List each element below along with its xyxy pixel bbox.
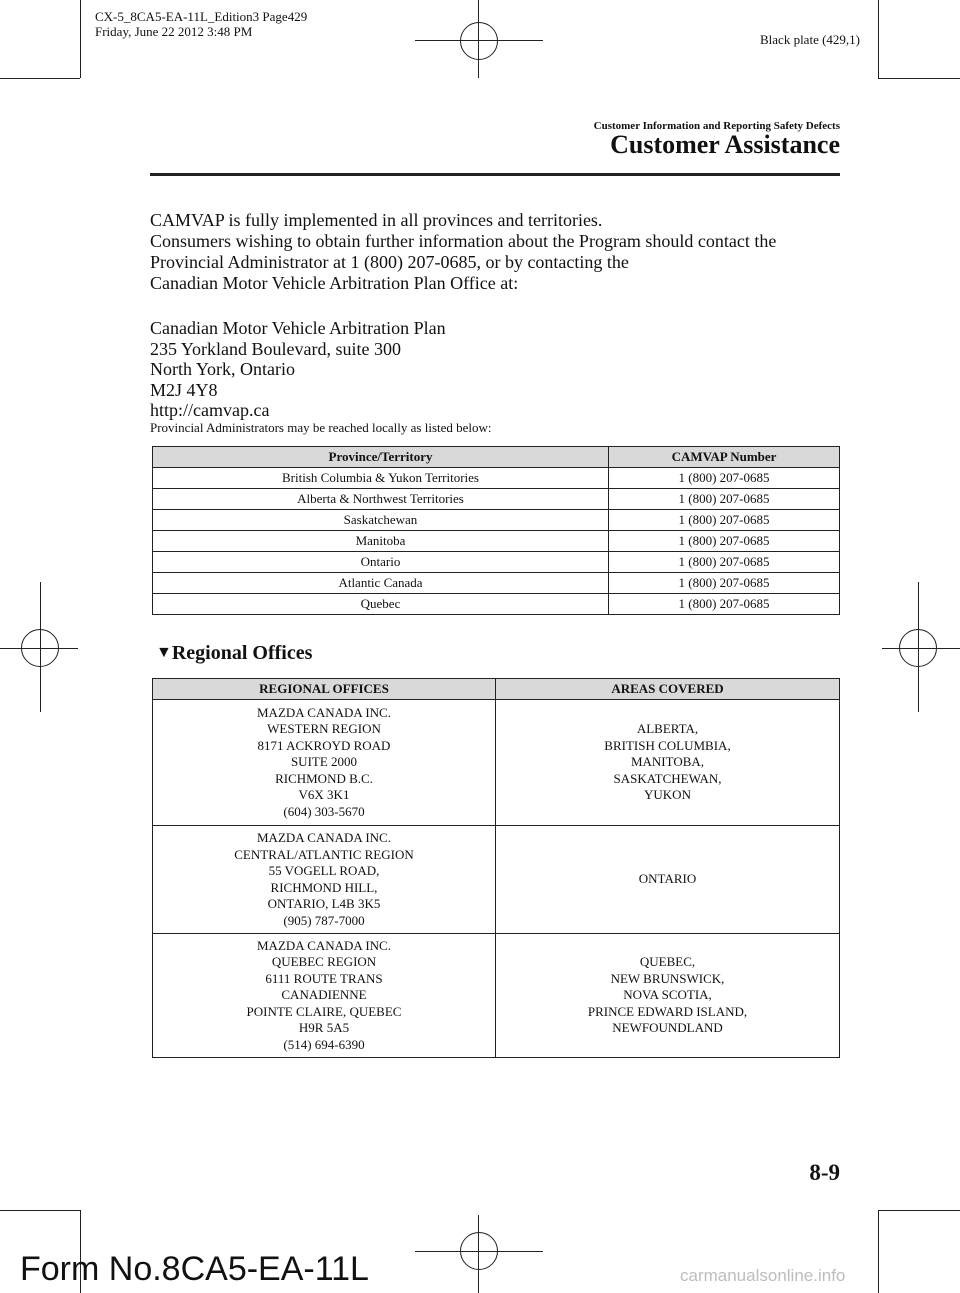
office-line: (514) 694-6390	[283, 1036, 365, 1052]
office-line: V6X 3K1	[298, 787, 350, 803]
section-title: Customer Assistance	[610, 130, 840, 159]
phone-cell: 1 (800) 207-0685	[609, 510, 840, 531]
address-line: 235 Yorkland Boulevard, suite 300	[150, 338, 401, 359]
area-line: NOVA SCOTIA,	[623, 987, 712, 1003]
phone-cell: 1 (800) 207-0685	[609, 468, 840, 489]
intro-line: Canadian Motor Vehicle Arbitration Plan Office at:	[150, 273, 519, 293]
table-row	[153, 700, 840, 826]
province-cell: Ontario	[153, 552, 609, 573]
table-row	[153, 552, 840, 573]
office-line: MAZDA CANADA INC.	[257, 937, 391, 953]
provincial-admin-table	[152, 446, 840, 615]
office-line: MAZDA CANADA INC.	[257, 704, 391, 720]
office-line: SUITE 2000	[290, 754, 358, 770]
column-header: AREAS COVERED	[496, 679, 840, 700]
phone-cell: 1 (800) 207-0685	[609, 552, 840, 573]
intro-paragraph	[150, 210, 840, 294]
running-head: Customer Information and Reporting Safety Defects	[593, 120, 840, 132]
area-line: QUEBEC,	[639, 954, 696, 970]
province-cell: Quebec	[153, 594, 609, 615]
phone-cell: 1 (800) 207-0685	[609, 531, 840, 552]
office-line: MAZDA CANADA INC.	[257, 830, 391, 845]
office-cell	[153, 826, 496, 934]
area-line: ONTARIO	[638, 871, 697, 887]
address-line: North York, Ontario	[150, 359, 296, 379]
regional-heading-text: Regional Offices	[171, 642, 313, 664]
plate-label: Black plate (429,1)	[760, 32, 860, 47]
office-line: H9R 5A5	[298, 1020, 350, 1036]
table-row	[153, 573, 840, 594]
table-header-row	[153, 679, 840, 700]
slug-date: Friday, June 22 2012 3:48 PM	[95, 24, 253, 39]
areas-cell	[496, 826, 840, 934]
office-line: WESTERN REGION	[267, 721, 381, 737]
triangle-down-icon: ▼	[156, 644, 172, 661]
table-row	[153, 468, 840, 489]
office-line: (905) 787-7000	[283, 912, 365, 928]
area-line: PRINCE EDWARD ISLAND,	[587, 1003, 748, 1019]
province-cell: Atlantic Canada	[153, 573, 609, 594]
watermark: carmanualsonline.info	[680, 1266, 846, 1285]
intro-line: Consumers wishing to obtain further information about the Program should contact the	[150, 231, 777, 251]
area-line: ALBERTA,	[636, 721, 699, 737]
table-row	[153, 934, 840, 1058]
office-line: ONTARIO, L4B 3K5	[267, 896, 381, 911]
office-cell	[153, 700, 496, 826]
column-header: REGIONAL OFFICES	[153, 679, 496, 700]
area-line: NEWFOUNDLAND	[612, 1020, 723, 1036]
office-line: 8171 ACKROYD ROAD	[257, 737, 391, 753]
area-line: NEW BRUNSWICK,	[610, 970, 725, 986]
office-line: RICHMOND B.C.	[275, 770, 373, 786]
office-line: (604) 303-5670	[283, 803, 365, 819]
phone-cell: 1 (800) 207-0685	[609, 573, 840, 594]
province-cell: British Columbia & Yukon Territories	[153, 468, 609, 489]
areas-cell	[496, 934, 840, 1058]
area-line: YUKON	[644, 787, 691, 803]
province-cell: Alberta & Northwest Territories	[153, 489, 609, 510]
address-line: Canadian Motor Vehicle Arbitration Plan	[150, 318, 446, 338]
column-header: Province/Territory	[153, 447, 609, 468]
table-row	[153, 510, 840, 531]
table-row	[153, 531, 840, 552]
slug-file: CX-5_8CA5-EA-11L_Edition3 Page429	[95, 9, 308, 24]
area-line: MANITOBA,	[630, 754, 705, 770]
admin-note: Provincial Administrators may be reached locally as listed below:	[150, 420, 492, 435]
office-line: QUEBEC REGION	[271, 954, 377, 970]
address-line: M2J 4Y8	[150, 379, 218, 400]
province-cell: Manitoba	[153, 531, 609, 552]
table-row	[153, 594, 840, 615]
area-line: SASKATCHEWAN,	[613, 770, 722, 786]
camvap-address	[150, 318, 840, 421]
office-line: POINTE CLAIRE, QUEBEC	[246, 1003, 402, 1019]
area-line: BRITISH COLUMBIA,	[604, 737, 731, 753]
province-cell: Saskatchewan	[153, 510, 609, 531]
header-rule	[150, 173, 840, 176]
office-cell	[153, 934, 496, 1058]
office-line: 6111 ROUTE TRANS	[265, 970, 383, 986]
office-line: CENTRAL/ATLANTIC REGION	[234, 846, 414, 862]
intro-line: CAMVAP is fully implemented in all provinces and territories.	[150, 210, 603, 230]
phone-cell: 1 (800) 207-0685	[609, 594, 840, 615]
table-row	[153, 826, 840, 934]
page-number: 8-9	[809, 1160, 840, 1185]
regional-offices-table	[152, 678, 840, 1058]
form-number: Form No.8CA5-EA-11L	[20, 1250, 369, 1288]
column-header: CAMVAP Number	[609, 447, 840, 468]
table-row	[153, 489, 840, 510]
office-line: RICHMOND HILL,	[270, 879, 378, 895]
regional-offices-heading	[156, 642, 312, 665]
intro-line: Provincial Administrator at 1 (800) 207-0685, or by contacting the	[150, 252, 629, 272]
office-line: CANADIENNE	[281, 987, 367, 1003]
print-slug	[95, 9, 307, 39]
table-header-row	[153, 447, 840, 468]
phone-cell: 1 (800) 207-0685	[609, 489, 840, 510]
camvap-link[interactable]: http://camvap.ca	[150, 400, 270, 420]
office-line: 55 VOGELL ROAD,	[268, 863, 380, 878]
areas-cell	[496, 700, 840, 826]
